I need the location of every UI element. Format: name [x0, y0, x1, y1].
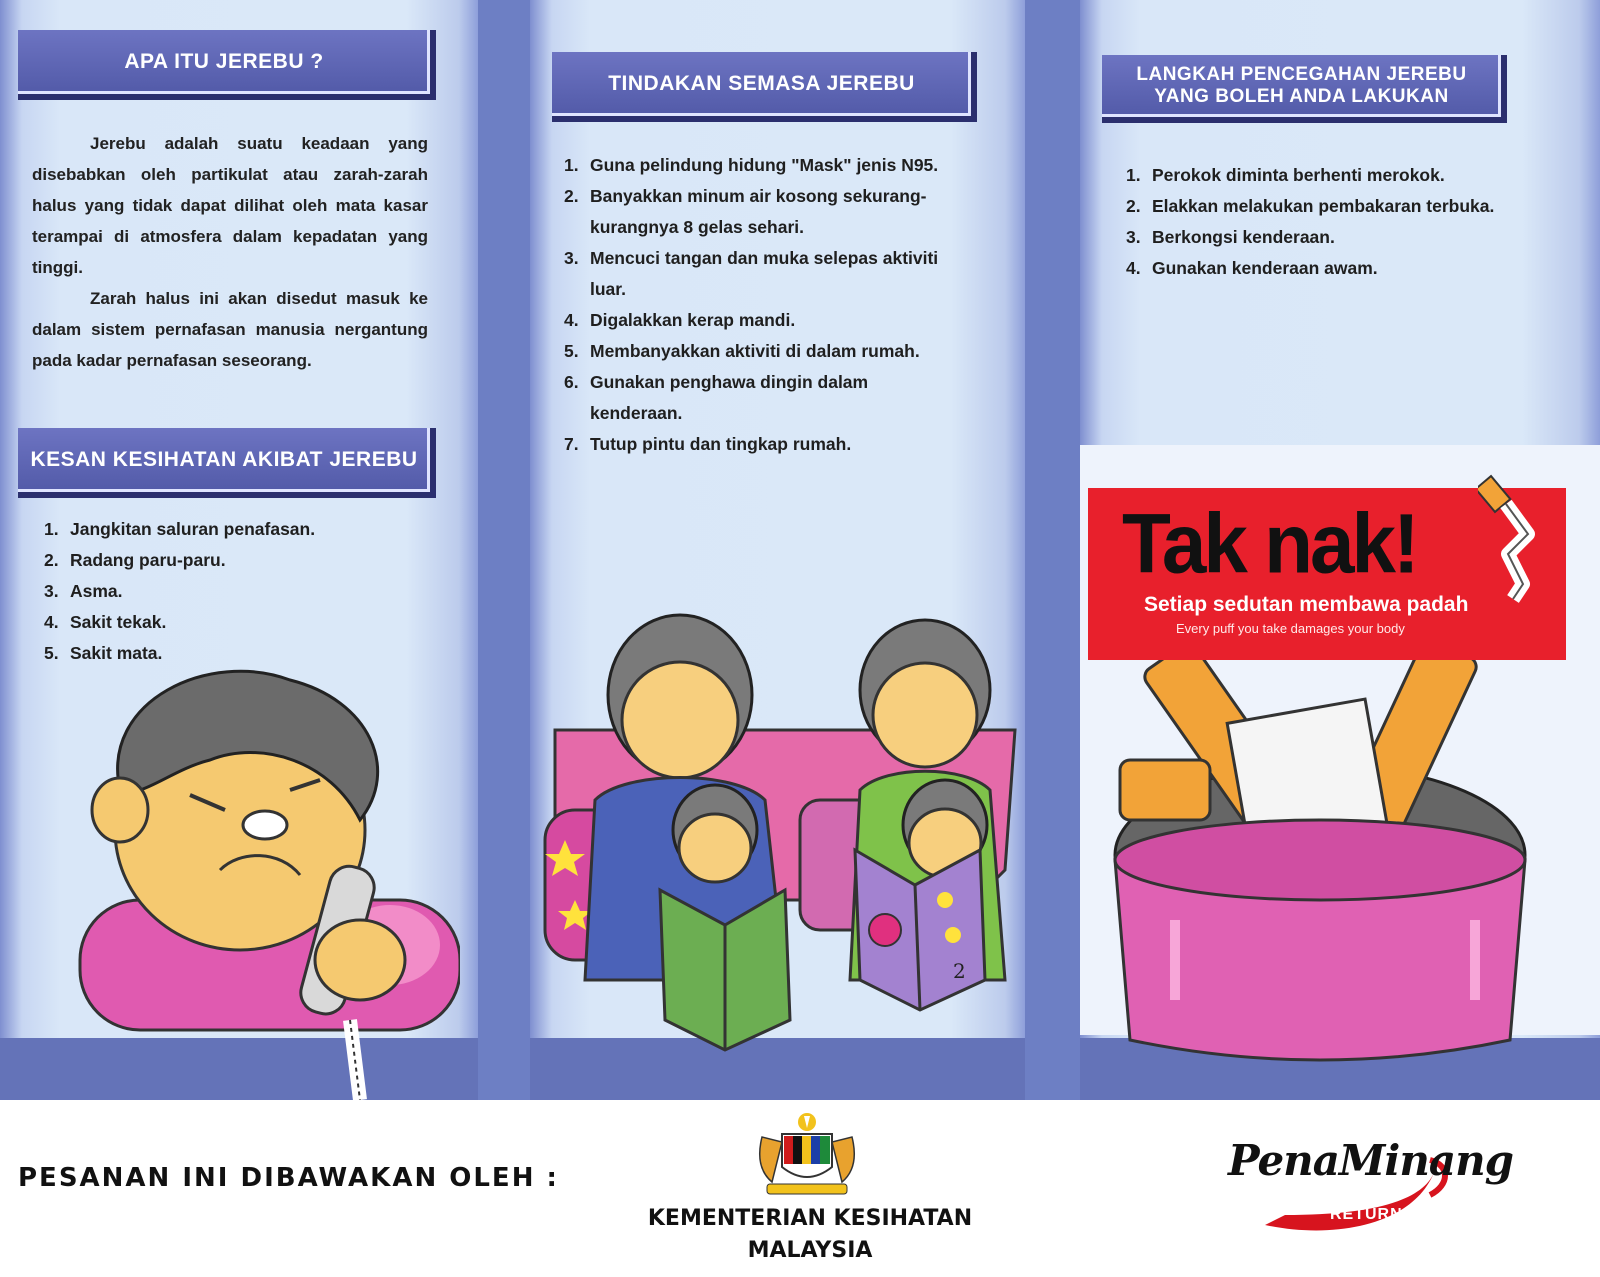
prevention-list — [1126, 160, 1546, 284]
list-item: 3. Asma. — [44, 581, 123, 601]
heading-tindakan-semasa-jerebu: TINDAKAN SEMASA JEREBU — [552, 52, 977, 122]
ashtray-illustration — [1090, 620, 1590, 1080]
list-item: 1. Perokok diminta berhenti merokok. — [1126, 165, 1445, 185]
brand-tag: RETURN — [1330, 1206, 1403, 1223]
book-page-number: 2 — [953, 959, 966, 983]
list-item: 5. Sakit mata. — [44, 643, 163, 663]
footer-message: PESANAN INI DIBAWAKAN OLEH : — [18, 1163, 559, 1193]
list-item: 4. Gunakan kenderaan awam. — [1126, 258, 1378, 278]
heading-langkah-pencegahan: LANGKAH PENCEGAHAN JEREBU YANG BOLEH ANDA LAKUKAN — [1102, 55, 1507, 123]
list-item: 4. Sakit tekak. — [44, 612, 167, 632]
list-item: 1. Guna pelindung hidung "Mask" jenis N95. — [564, 155, 939, 175]
ministry-crest-logo — [752, 1112, 862, 1198]
ministry-line-1: KEMENTERIAN KESIHATAN — [647, 1206, 973, 1231]
broken-cigarette-icon — [1478, 474, 1538, 604]
list-item: 3. Mencuci tangan dan muka selepas aktiviti luar. — [564, 248, 939, 299]
actions-list — [564, 150, 964, 460]
taknak-subtitle: Setiap sedutan membawa padah — [1144, 593, 1469, 616]
list-item: 5. Membanyakkan aktiviti di dalam rumah. — [564, 341, 920, 361]
taknak-banner — [1088, 488, 1566, 660]
list-item: 2. Elakkan melakukan pembakaran terbuka. — [1126, 196, 1495, 216]
list-item: 1. Jangkitan saluran penafasan. — [44, 519, 316, 539]
list-item: 6. Gunakan penghawa dingin dalam kenderaan. — [564, 372, 869, 423]
panel-apa-itu-jerebu — [0, 0, 478, 1100]
list-item: 3. Berkongsi kenderaan. — [1126, 227, 1335, 247]
coughing-man-illustration — [60, 660, 460, 1100]
taknak-english-subtitle: Every puff you take damages your body — [1176, 621, 1405, 636]
list-item: 4. Digalakkan kerap mandi. — [564, 310, 796, 330]
definition-text — [32, 128, 428, 376]
panel-tindakan — [530, 0, 1025, 1100]
definition-para-1: Jerebu adalah suatu keadaan yang disebabkan oleh partikulat atau zarah-zarah halus yang tidak dapat dilihat oleh mata kasar terampai di atmosfera dalam kepadatan yang tinggi. — [32, 134, 428, 277]
taknak-title: Tak nak! — [1122, 496, 1417, 591]
heading-kesan-kesihatan: KESAN KESIHATAN AKIBAT JEREBU — [18, 428, 436, 498]
ministry-line-2: MALAYSIA — [747, 1238, 873, 1263]
list-item: 2. Radang paru-paru. — [44, 550, 226, 570]
list-item: 7. Tutup pintu dan tingkap rumah. — [564, 434, 852, 454]
definition-para-2: Zarah halus ini akan disedut masuk ke dalam sistem pernafasan manusia nergantung pada kadar pernafasan seseorang. — [32, 289, 428, 370]
family-reading-illustration — [535, 600, 1025, 1100]
ministry-name — [600, 1203, 1020, 1267]
health-effects-list — [44, 514, 444, 669]
brand-name: PenaMinang — [1228, 1136, 1514, 1185]
list-item: 2. Banyakkan minum air kosong sekurang-kurangnya 8 gelas sehari. — [564, 186, 927, 237]
heading-apa-itu-jerebu: APA ITU JEREBU ? — [18, 30, 436, 100]
